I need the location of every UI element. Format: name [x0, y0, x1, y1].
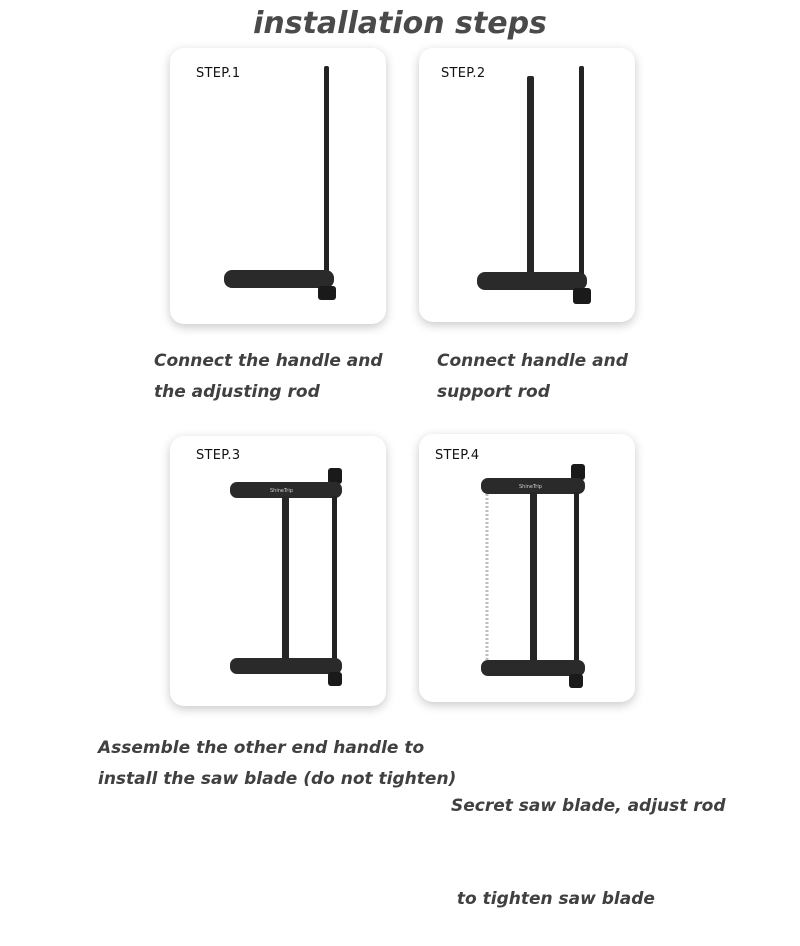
handle	[224, 270, 334, 288]
step-1-card	[170, 48, 386, 324]
step-4-caption-line-2: to tighten saw blade	[451, 889, 655, 909]
step-3-caption	[98, 733, 456, 795]
bottom-handle	[481, 660, 585, 676]
support-rod	[282, 496, 289, 662]
step-4-card	[419, 434, 635, 702]
brand-mark: ShineTrip	[270, 488, 293, 494]
step-1-label: STEP.1	[196, 66, 241, 81]
step-1-caption	[154, 346, 383, 408]
handle	[477, 272, 587, 290]
step-3-label: STEP.3	[196, 448, 241, 463]
step-3-illustration	[170, 436, 386, 706]
adjusting-rod	[332, 496, 337, 662]
step-4-illustration	[419, 434, 635, 702]
step-3-caption-line-1: Assemble the other end handle to	[98, 738, 425, 758]
step-2-caption-line-2: support rod	[437, 382, 550, 402]
page-title: installation steps	[253, 6, 547, 41]
brand-mark: ShineTrip	[519, 484, 542, 490]
step-4-label: STEP.4	[435, 448, 480, 463]
knob	[573, 288, 591, 304]
adjusting-rod	[579, 66, 584, 278]
top-knob	[571, 464, 585, 480]
support-rod	[527, 76, 534, 278]
step-2-caption-line-1: Connect handle and	[437, 351, 628, 371]
adjusting-rod	[574, 492, 579, 662]
step-4-caption-line-1: Secret saw blade, adjust rod	[451, 796, 726, 816]
step-2-illustration	[419, 48, 635, 322]
step-2-label: STEP.2	[441, 66, 486, 81]
step-4-caption	[451, 729, 726, 946]
adjusting-rod	[324, 66, 329, 276]
step-1-caption-line-2: the adjusting rod	[154, 382, 320, 402]
knob	[318, 286, 336, 300]
top-knob	[328, 468, 342, 484]
step-1-illustration	[170, 48, 386, 324]
bottom-knob	[328, 672, 342, 686]
step-1-caption-line-1: Connect the handle and	[154, 351, 383, 371]
step-3-caption-line-2: install the saw blade (do not tighten)	[98, 769, 457, 789]
bottom-handle	[230, 658, 342, 674]
step-3-card	[170, 436, 386, 706]
bottom-knob	[569, 674, 583, 688]
step-2-caption	[437, 346, 628, 408]
support-rod	[530, 492, 537, 662]
step-2-card	[419, 48, 635, 322]
